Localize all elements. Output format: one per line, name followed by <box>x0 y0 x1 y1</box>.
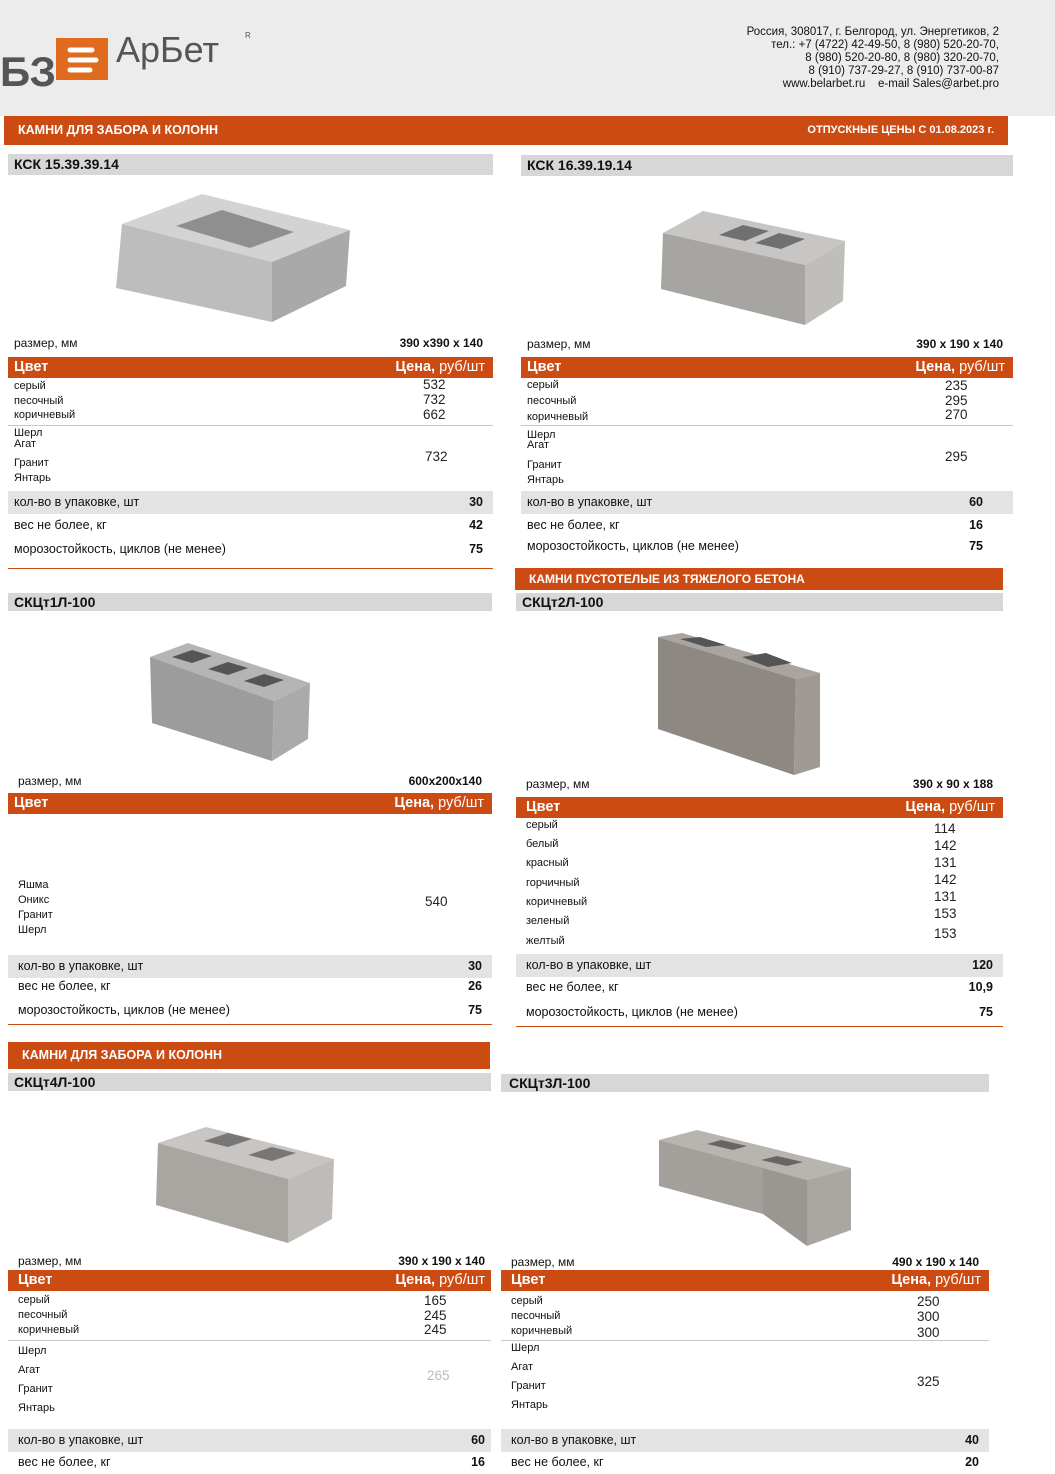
pack-label: кол-во в упаковке, шт <box>526 958 652 972</box>
weight-row <box>521 514 1013 537</box>
frost-row <box>8 999 492 1022</box>
price-table-header <box>516 797 1003 818</box>
price-header <box>395 1270 485 1291</box>
product-title: СКЦт2Л-100 <box>516 593 1003 611</box>
size-value: 390 х 90 х 188 <box>912 777 993 791</box>
contact-line: 8 (910) 737-29-27, 8 (910) 737-00-87 <box>808 65 999 77</box>
price-table-header <box>8 793 492 814</box>
weight-label: вес не более, кг <box>18 1455 111 1469</box>
divider <box>8 425 493 426</box>
color-price: 165 <box>424 1293 447 1308</box>
price-table-header <box>521 357 1013 378</box>
special-color-name: Агат <box>14 438 37 450</box>
pack-label: кол-во в упаковке, шт <box>527 495 653 509</box>
frost-value: 75 <box>969 539 983 553</box>
price-header-unit: руб/шт <box>435 359 485 375</box>
color-price: 235 <box>945 378 968 393</box>
special-color-name: Янтарь <box>18 1402 55 1414</box>
price-header <box>891 1270 981 1291</box>
size-label: размер, мм <box>18 1254 82 1268</box>
contact-line: тел.: +7 (4722) 42-49-50, 8 (980) 520-20-70, <box>771 39 999 51</box>
logo-registered-mark: R <box>245 31 251 40</box>
weight-label: вес не более, кг <box>526 980 619 994</box>
color-name: серый <box>18 1294 50 1306</box>
color-name: песочный <box>18 1309 68 1321</box>
size-value: 390 х 190 х 140 <box>916 337 1003 351</box>
special-color-name: Гранит <box>527 459 562 471</box>
color-header: Цвет <box>511 1272 546 1288</box>
divider <box>8 1340 491 1341</box>
color-price: 245 <box>424 1322 447 1337</box>
color-name: коричневый <box>511 1325 573 1337</box>
product-title: СКЦт3Л-100 <box>501 1074 989 1092</box>
frost-value: 75 <box>469 542 483 556</box>
price-header-bold: Цена, <box>395 1272 436 1288</box>
color-price: 153 <box>934 926 957 941</box>
color-name: желтый <box>526 935 565 947</box>
pack-label: кол-во в упаковке, шт <box>511 1433 637 1447</box>
pack-row <box>521 491 1013 514</box>
divider <box>8 1024 492 1025</box>
product-card <box>8 1073 491 1472</box>
color-price: 131 <box>934 889 957 904</box>
color-price: 153 <box>934 906 957 921</box>
frost-label: морозостойкость, циклов (не менее) <box>526 1005 738 1019</box>
weight-label: вес не более, кг <box>527 518 620 532</box>
color-price: 142 <box>934 838 957 853</box>
frost-label: морозостойкость, циклов (не менее) <box>18 1003 230 1017</box>
block-image <box>146 639 312 763</box>
price-header <box>905 797 995 818</box>
frost-row <box>8 538 493 561</box>
special-color-name: Янтарь <box>527 474 564 486</box>
section-bar-fence <box>8 1042 490 1069</box>
color-name: серый <box>527 379 559 391</box>
special-color-name: Шерл <box>511 1342 540 1354</box>
pack-value: 40 <box>965 1433 979 1447</box>
price-header-bold: Цена, <box>905 799 946 815</box>
price-header <box>394 793 484 814</box>
special-color-name: Гранит <box>18 1383 53 1395</box>
color-price: 732 <box>423 392 446 407</box>
weight-value: 10,9 <box>968 980 993 994</box>
price-header-bold: Цена, <box>915 359 956 375</box>
special-color-name: Гранит <box>18 909 53 921</box>
logo-brand-text: АрБет <box>116 29 219 70</box>
color-name: коричневый <box>526 896 588 908</box>
price-table-header <box>8 357 493 378</box>
divider <box>8 568 493 569</box>
size-value: 600х200х140 <box>408 774 482 788</box>
special-color-name: Гранит <box>14 457 49 469</box>
weight-row <box>516 976 1003 999</box>
special-color-name: Агат <box>18 1364 41 1376</box>
divider <box>521 425 1013 426</box>
color-price: 295 <box>945 393 968 408</box>
price-header <box>395 357 485 378</box>
weight-row <box>8 514 493 537</box>
section-title: КАМНИ ДЛЯ ЗАБОРА И КОЛОНН <box>22 1048 223 1062</box>
color-price: 245 <box>424 1308 447 1323</box>
block-image <box>112 190 352 326</box>
price-date-label: ОТПУСКНЫЕ ЦЕНЫ С 01.08.2023 г. <box>807 124 994 136</box>
logo-mark-text: БЗ <box>0 48 56 92</box>
color-price: 532 <box>423 377 446 392</box>
color-header: Цвет <box>14 359 49 375</box>
price-header-bold: Цена, <box>394 795 435 811</box>
product-title: КСК 16.39.19.14 <box>521 155 1013 176</box>
block-image <box>659 205 849 327</box>
color-name: песочный <box>14 395 64 407</box>
color-name: красный <box>526 857 569 869</box>
color-name: белый <box>526 838 559 850</box>
price-header-unit: руб/шт <box>955 359 1005 375</box>
color-price: 114 <box>934 821 956 836</box>
color-price: 131 <box>934 855 957 870</box>
product-card <box>516 593 1003 1033</box>
pack-value: 30 <box>469 495 483 509</box>
color-name: горчичный <box>526 877 580 889</box>
price-header-unit: руб/шт <box>434 795 484 811</box>
color-header: Цвет <box>18 1272 53 1288</box>
price-header <box>915 357 1005 378</box>
color-name: песочный <box>527 395 577 407</box>
pack-label: кол-во в упаковке, шт <box>14 495 140 509</box>
size-value: 390 х390 х 140 <box>399 336 483 350</box>
product-card <box>8 593 492 1033</box>
color-name: песочный <box>511 1310 561 1322</box>
product-title: СКЦт1Л-100 <box>8 593 492 611</box>
contact-line: www.belarbet.ru e-mail Sales@arbet.pro <box>782 78 999 90</box>
section-title: КАМНИ ДЛЯ ЗАБОРА И КОЛОНН <box>18 123 219 137</box>
divider <box>516 1026 1003 1027</box>
product-title: СКЦт4Л-100 <box>8 1073 491 1091</box>
company-logo <box>0 28 260 92</box>
pack-value: 30 <box>468 959 482 973</box>
section-title: КАМНИ ПУСТОТЕЛЫЕ ИЗ ТЯЖЕЛОГО БЕТОНА <box>529 572 805 586</box>
pack-value: 60 <box>969 495 983 509</box>
color-header: Цвет <box>527 359 562 375</box>
size-label: размер, мм <box>526 777 590 791</box>
special-price: 325 <box>917 1374 940 1389</box>
product-title: КСК 15.39.39.14 <box>8 154 493 175</box>
block-image <box>154 1123 336 1245</box>
special-color-name: Оникс <box>18 894 50 906</box>
color-name: серый <box>526 819 558 831</box>
price-header-bold: Цена, <box>395 359 436 375</box>
product-card <box>8 154 493 574</box>
special-color-name: Гранит <box>511 1380 546 1392</box>
weight-row <box>8 1451 491 1474</box>
price-header-unit: руб/шт <box>945 799 995 815</box>
product-card <box>501 1074 989 1472</box>
color-price: 300 <box>917 1309 940 1324</box>
frost-row <box>516 1001 1003 1024</box>
frost-label: морозостойкость, циклов (не менее) <box>14 542 226 556</box>
section-bar-fence <box>4 116 1008 145</box>
weight-label: вес не более, кг <box>14 518 107 532</box>
weight-value: 20 <box>965 1455 979 1469</box>
weight-row <box>8 975 492 998</box>
special-price: 295 <box>945 449 968 464</box>
weight-label: вес не более, кг <box>18 979 111 993</box>
contact-info <box>747 26 999 91</box>
product-card <box>521 155 1013 565</box>
color-name: зеленый <box>526 915 570 927</box>
color-price: 250 <box>917 1294 940 1309</box>
pack-label: кол-во в упаковке, шт <box>18 959 144 973</box>
special-color-name: Агат <box>527 439 550 451</box>
size-value: 490 х 190 х 140 <box>892 1255 979 1269</box>
price-table-header <box>501 1270 989 1291</box>
color-name: серый <box>14 380 46 392</box>
price-header-unit: руб/шт <box>931 1272 981 1288</box>
special-price: 540 <box>425 894 448 909</box>
contact-line: 8 (980) 520-20-80, 8 (980) 320-20-70, <box>805 52 999 64</box>
special-price: 732 <box>425 449 448 464</box>
pack-row <box>8 1429 491 1452</box>
special-color-name: Агат <box>511 1361 534 1373</box>
pack-label: кол-во в упаковке, шт <box>18 1433 144 1447</box>
weight-label: вес не более, кг <box>511 1455 604 1469</box>
color-name: коричневый <box>18 1324 80 1336</box>
size-label: размер, мм <box>14 336 78 350</box>
size-label: размер, мм <box>18 774 82 788</box>
weight-row <box>501 1451 989 1474</box>
special-color-name: Янтарь <box>511 1399 548 1411</box>
block-image <box>657 1128 853 1250</box>
color-name: серый <box>511 1295 543 1307</box>
block-image <box>656 631 822 777</box>
pack-row <box>516 954 1003 977</box>
color-name: коричневый <box>14 409 76 421</box>
frost-row <box>521 535 1013 558</box>
price-table-header <box>8 1270 491 1291</box>
special-color-name: Шерл <box>14 427 43 439</box>
special-color-name: Шерл <box>18 924 47 936</box>
section-bar-hollow <box>515 568 1003 590</box>
weight-value: 16 <box>969 518 983 532</box>
color-price: 300 <box>917 1325 940 1340</box>
pack-value: 120 <box>972 958 993 972</box>
pack-row <box>8 491 493 514</box>
special-color-name: Яшма <box>18 879 49 891</box>
pack-row <box>501 1429 989 1452</box>
weight-value: 16 <box>471 1455 485 1469</box>
pack-value: 60 <box>471 1433 485 1447</box>
page-header <box>0 0 1055 116</box>
color-price: 662 <box>423 407 446 422</box>
divider <box>501 1340 989 1341</box>
frost-value: 75 <box>468 1003 482 1017</box>
special-color-name: Янтарь <box>14 472 51 484</box>
color-price: 270 <box>945 407 968 422</box>
frost-label: морозостойкость, циклов (не менее) <box>527 539 739 553</box>
size-label: размер, мм <box>527 337 591 351</box>
color-header: Цвет <box>526 799 561 815</box>
color-name: коричневый <box>527 411 589 423</box>
contact-line: Россия, 308017, г. Белгород, ул. Энергетиков, 2 <box>746 26 999 38</box>
special-price: 265 <box>427 1368 450 1383</box>
color-header: Цвет <box>14 795 49 811</box>
price-header-bold: Цена, <box>891 1272 932 1288</box>
price-header-unit: руб/шт <box>435 1272 485 1288</box>
weight-value: 26 <box>468 979 482 993</box>
special-color-name: Шерл <box>527 429 556 441</box>
weight-value: 42 <box>469 518 483 532</box>
frost-value: 75 <box>979 1005 993 1019</box>
special-color-name: Шерл <box>18 1345 47 1357</box>
size-label: размер, мм <box>511 1255 575 1269</box>
size-value: 390 х 190 х 140 <box>398 1254 485 1268</box>
color-price: 142 <box>934 872 957 887</box>
